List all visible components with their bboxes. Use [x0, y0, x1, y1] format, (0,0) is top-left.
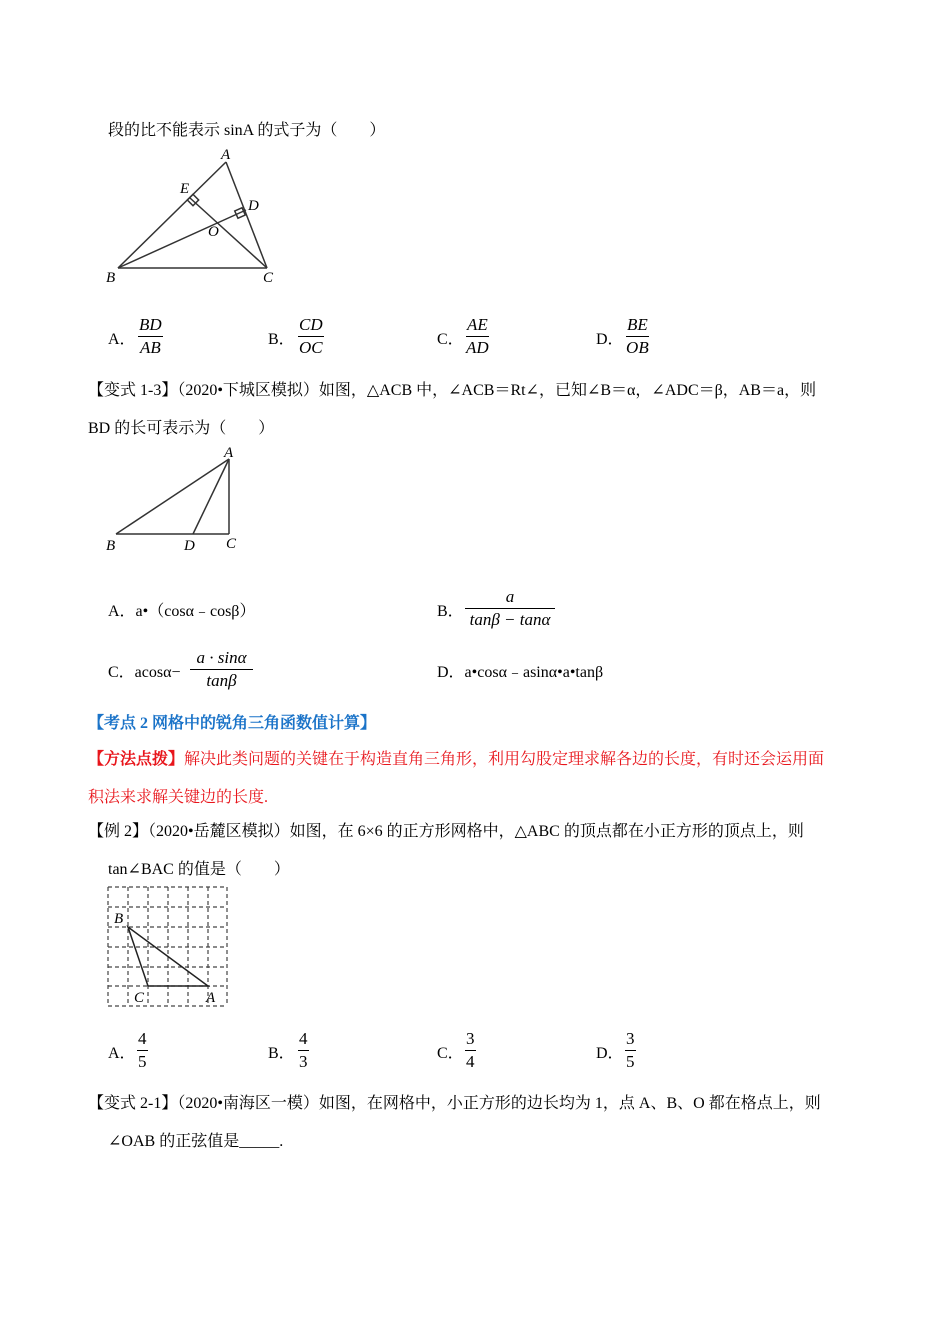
- option-b-fraction[interactable]: [298, 1028, 309, 1073]
- denominator: OC: [299, 338, 323, 357]
- option-letter[interactable]: C．: [437, 1045, 464, 1062]
- numerator: BE: [626, 314, 649, 337]
- label-B: B: [114, 911, 124, 927]
- denominator: AB: [139, 338, 161, 357]
- option-c-fraction[interactable]: [465, 1028, 476, 1073]
- label-A: A: [224, 445, 234, 461]
- option-letter[interactable]: D．: [596, 331, 624, 348]
- denominator: 5: [138, 1052, 147, 1071]
- label-O: O: [208, 224, 219, 240]
- label-D: D: [184, 538, 195, 554]
- option-a[interactable]: A．a•（cosα﹣cosβ）: [108, 603, 256, 620]
- method-tip-line2: 积法来求解关键边的长度.: [88, 789, 269, 806]
- label-B: B: [106, 538, 116, 554]
- option-a-fraction[interactable]: [137, 1028, 148, 1073]
- option-letter[interactable]: B．: [268, 331, 295, 348]
- option-c-fraction[interactable]: [190, 647, 253, 692]
- option-c-fraction[interactable]: [466, 314, 489, 359]
- method-label: 【方法点拨】: [88, 751, 185, 768]
- denominator: 4: [466, 1052, 475, 1071]
- question-2-1-line1: 【变式 2-1】（2020•南海区一模）如图，在网格中，小正方形的边长均为 1，点 A、B、O 都在格点上，则: [88, 1095, 821, 1112]
- option-c-prefix[interactable]: C．acosα−: [108, 664, 181, 681]
- numerator: 4: [298, 1028, 309, 1051]
- label-C: C: [134, 990, 145, 1006]
- option-b-fraction[interactable]: [465, 586, 555, 631]
- numerator: CD: [298, 314, 324, 337]
- option-d[interactable]: D．a•cosα﹣asinα•a•tanβ: [437, 664, 604, 681]
- label-D: D: [248, 198, 259, 214]
- example-2-line2: tan∠BAC 的值是（ ）: [108, 861, 290, 878]
- denominator: tanβ − tanα: [469, 610, 551, 629]
- option-letter[interactable]: A．: [108, 331, 136, 348]
- label-A: A: [206, 990, 216, 1006]
- denominator: OB: [626, 338, 649, 357]
- option-d-fraction[interactable]: [626, 314, 649, 359]
- option-a-fraction[interactable]: [138, 314, 163, 359]
- option-b-fraction[interactable]: [298, 314, 324, 359]
- denominator: tanβ: [206, 671, 237, 690]
- label-B: B: [106, 270, 116, 286]
- denominator: 3: [299, 1052, 308, 1071]
- option-letter[interactable]: D．: [596, 1045, 624, 1062]
- question-stem: 段的比不能表示 sinA 的式子为（ ）: [108, 122, 386, 139]
- numerator: AE: [466, 314, 489, 337]
- option-d-fraction[interactable]: [625, 1028, 636, 1073]
- label-A: A: [221, 147, 231, 163]
- question-1-3-line2: BD 的长可表示为（ ）: [88, 420, 275, 437]
- numerator: BD: [138, 314, 163, 337]
- label-E: E: [180, 181, 190, 197]
- label-C: C: [226, 536, 237, 552]
- method-text: 解决此类问题的关键在于构造直角三角形，利用勾股定理求解各边的长度，有时还会运用面: [184, 751, 825, 768]
- option-letter[interactable]: B．: [437, 603, 464, 620]
- option-letter[interactable]: B．: [268, 1045, 295, 1062]
- numerator: 4: [137, 1028, 148, 1051]
- option-letter[interactable]: A．: [108, 1045, 136, 1062]
- numerator: a · sinα: [190, 647, 253, 670]
- numerator: a: [465, 586, 555, 609]
- numerator: 3: [465, 1028, 476, 1051]
- example-2-line1: 【例 2】（2020•岳麓区模拟）如图，在 6×6 的正方形网格中，△ABC 的顶点都在小正方形的顶点上，则: [88, 823, 804, 840]
- denominator: AD: [466, 338, 489, 357]
- numerator: 3: [625, 1028, 636, 1051]
- section-heading: 【考点 2 网格中的锐角三角函数值计算】: [88, 715, 377, 732]
- label-C: C: [263, 270, 274, 286]
- question-1-3-line1: 【变式 1-3】（2020•下城区模拟）如图，△ACB 中，∠ACB＝Rt∠，已知∠B＝α，∠ADC＝β，AB＝a，则: [88, 382, 817, 399]
- question-2-1-line2: ∠OAB 的正弦值是_____.: [108, 1133, 284, 1150]
- denominator: 5: [626, 1052, 635, 1071]
- method-tip-line1: [88, 746, 824, 769]
- option-letter[interactable]: C．: [437, 331, 464, 348]
